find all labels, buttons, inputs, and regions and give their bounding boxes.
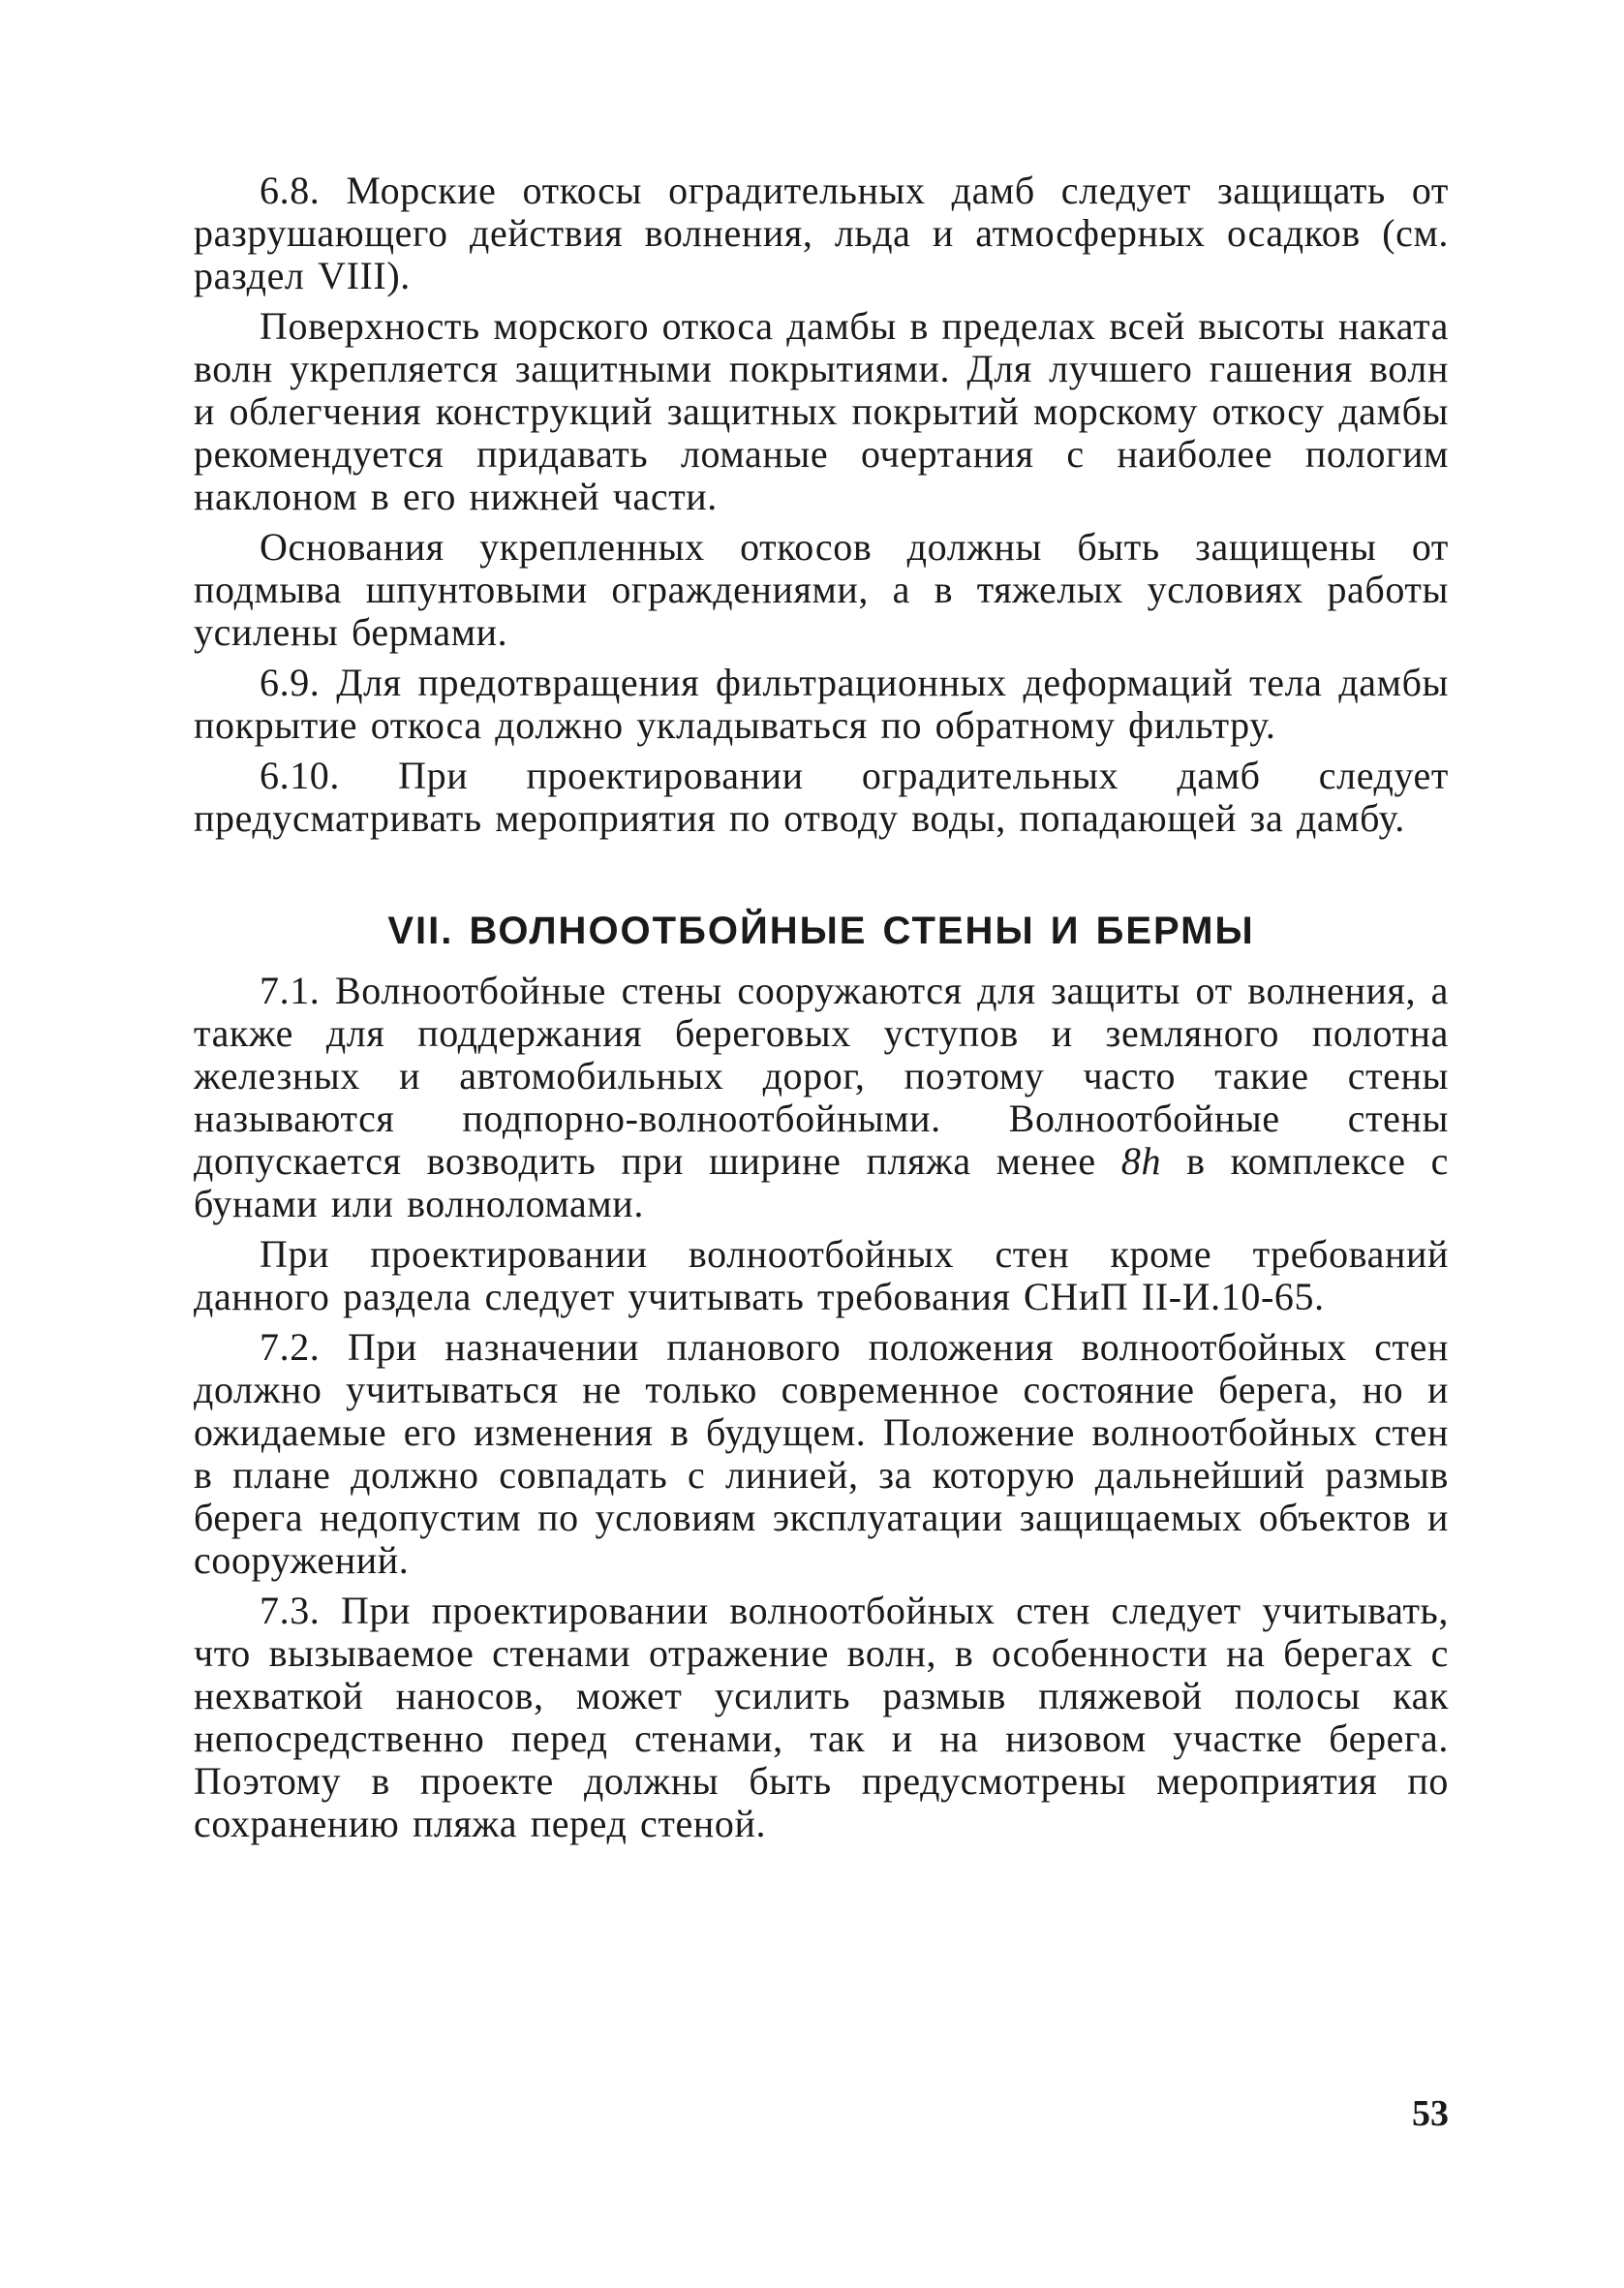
paragraph-7-3: 7.3. При проектировании волноотбойных стен следует учитывать, что вызываемое стенами отражение волн, в особенности на берегах с нехваткой наносов, может усилить размыв пляжевой полосы как непосредственно перед стенами, так и на низовом участке берега. Поэтому в проекте должны быть предусмотрены мероприятия по сохранению пляжа перед стеной. <box>194 1589 1449 1845</box>
paragraph-6-10: 6.10. При проектировании оградительных дамб следует предусматривать мероприятия по отводу воды, попадающей за дамбу. <box>194 754 1449 840</box>
document-page <box>194 170 1449 1853</box>
paragraph-7-2: 7.2. При назначении планового положения волноотбойных стен должно учитываться не только современное состояние берега, но и ожидаемые его изменения в будущем. Положение волноотбойных стен в плане должно совпадать с линией, за которую дальнейший размыв берега недопустим по условиям эксплуатации защищаемых объектов и сооружений. <box>194 1325 1449 1582</box>
paragraph-slope-bases: Основания укрепленных откосов должны быть защищены от подмыва шпунтовыми ограждениями, а в тяжелых условиях работы усилены бермами. <box>194 525 1449 654</box>
paragraph-7-1-tail: в комплексе с бунами или волноломами. <box>194 1139 1450 1225</box>
paragraph-7-1-main: 7.1. Волноотбойные стены сооружаются для защиты от волнения, а также для поддержания береговых уступов и земляного полотна железных и автомобильных дорог, поэтому часто такие стены называются подпорно-волноотбойными. Волноотбойные стены допускается возводить при ширине пляжа менее <box>194 969 1449 1183</box>
paragraph-7-1-variable: 8h <box>1120 1139 1162 1183</box>
section-heading-vii: VII. ВОЛНООТБОЙНЫЕ СТЕНЫ И БЕРМЫ <box>387 910 1255 952</box>
paragraph-slope-surface: Поверхность морского откоса дамбы в пределах всей высоты наката волн укрепляется защитными покрытиями. Для лучшего гашения волн и облегчения конструкций защитных покрытий морскому откосу дамбы рекомендуется придавать ломаные очертания с наиболее пологим наклоном в его нижней части. <box>194 304 1450 518</box>
paragraph-6-8: 6.8. Морские откосы оградительных дамб следует защищать от разрушающего действия волнения, льда и атмосферных осадков (см. раздел VIII). <box>194 169 1449 297</box>
paragraph-6-9: 6.9. Для предотвращения фильтрационных деформаций тела дамбы покрытие откоса должно укладываться по обратному фильтру. <box>194 661 1449 747</box>
paragraph-design-requirements: При проектировании волноотбойных стен кроме требований данного раздела следует учитывать требования СНиП II-И.10-65. <box>194 1232 1449 1318</box>
page-number: 53 <box>1412 2093 1449 2134</box>
paragraph-7-1 <box>194 970 1449 1225</box>
